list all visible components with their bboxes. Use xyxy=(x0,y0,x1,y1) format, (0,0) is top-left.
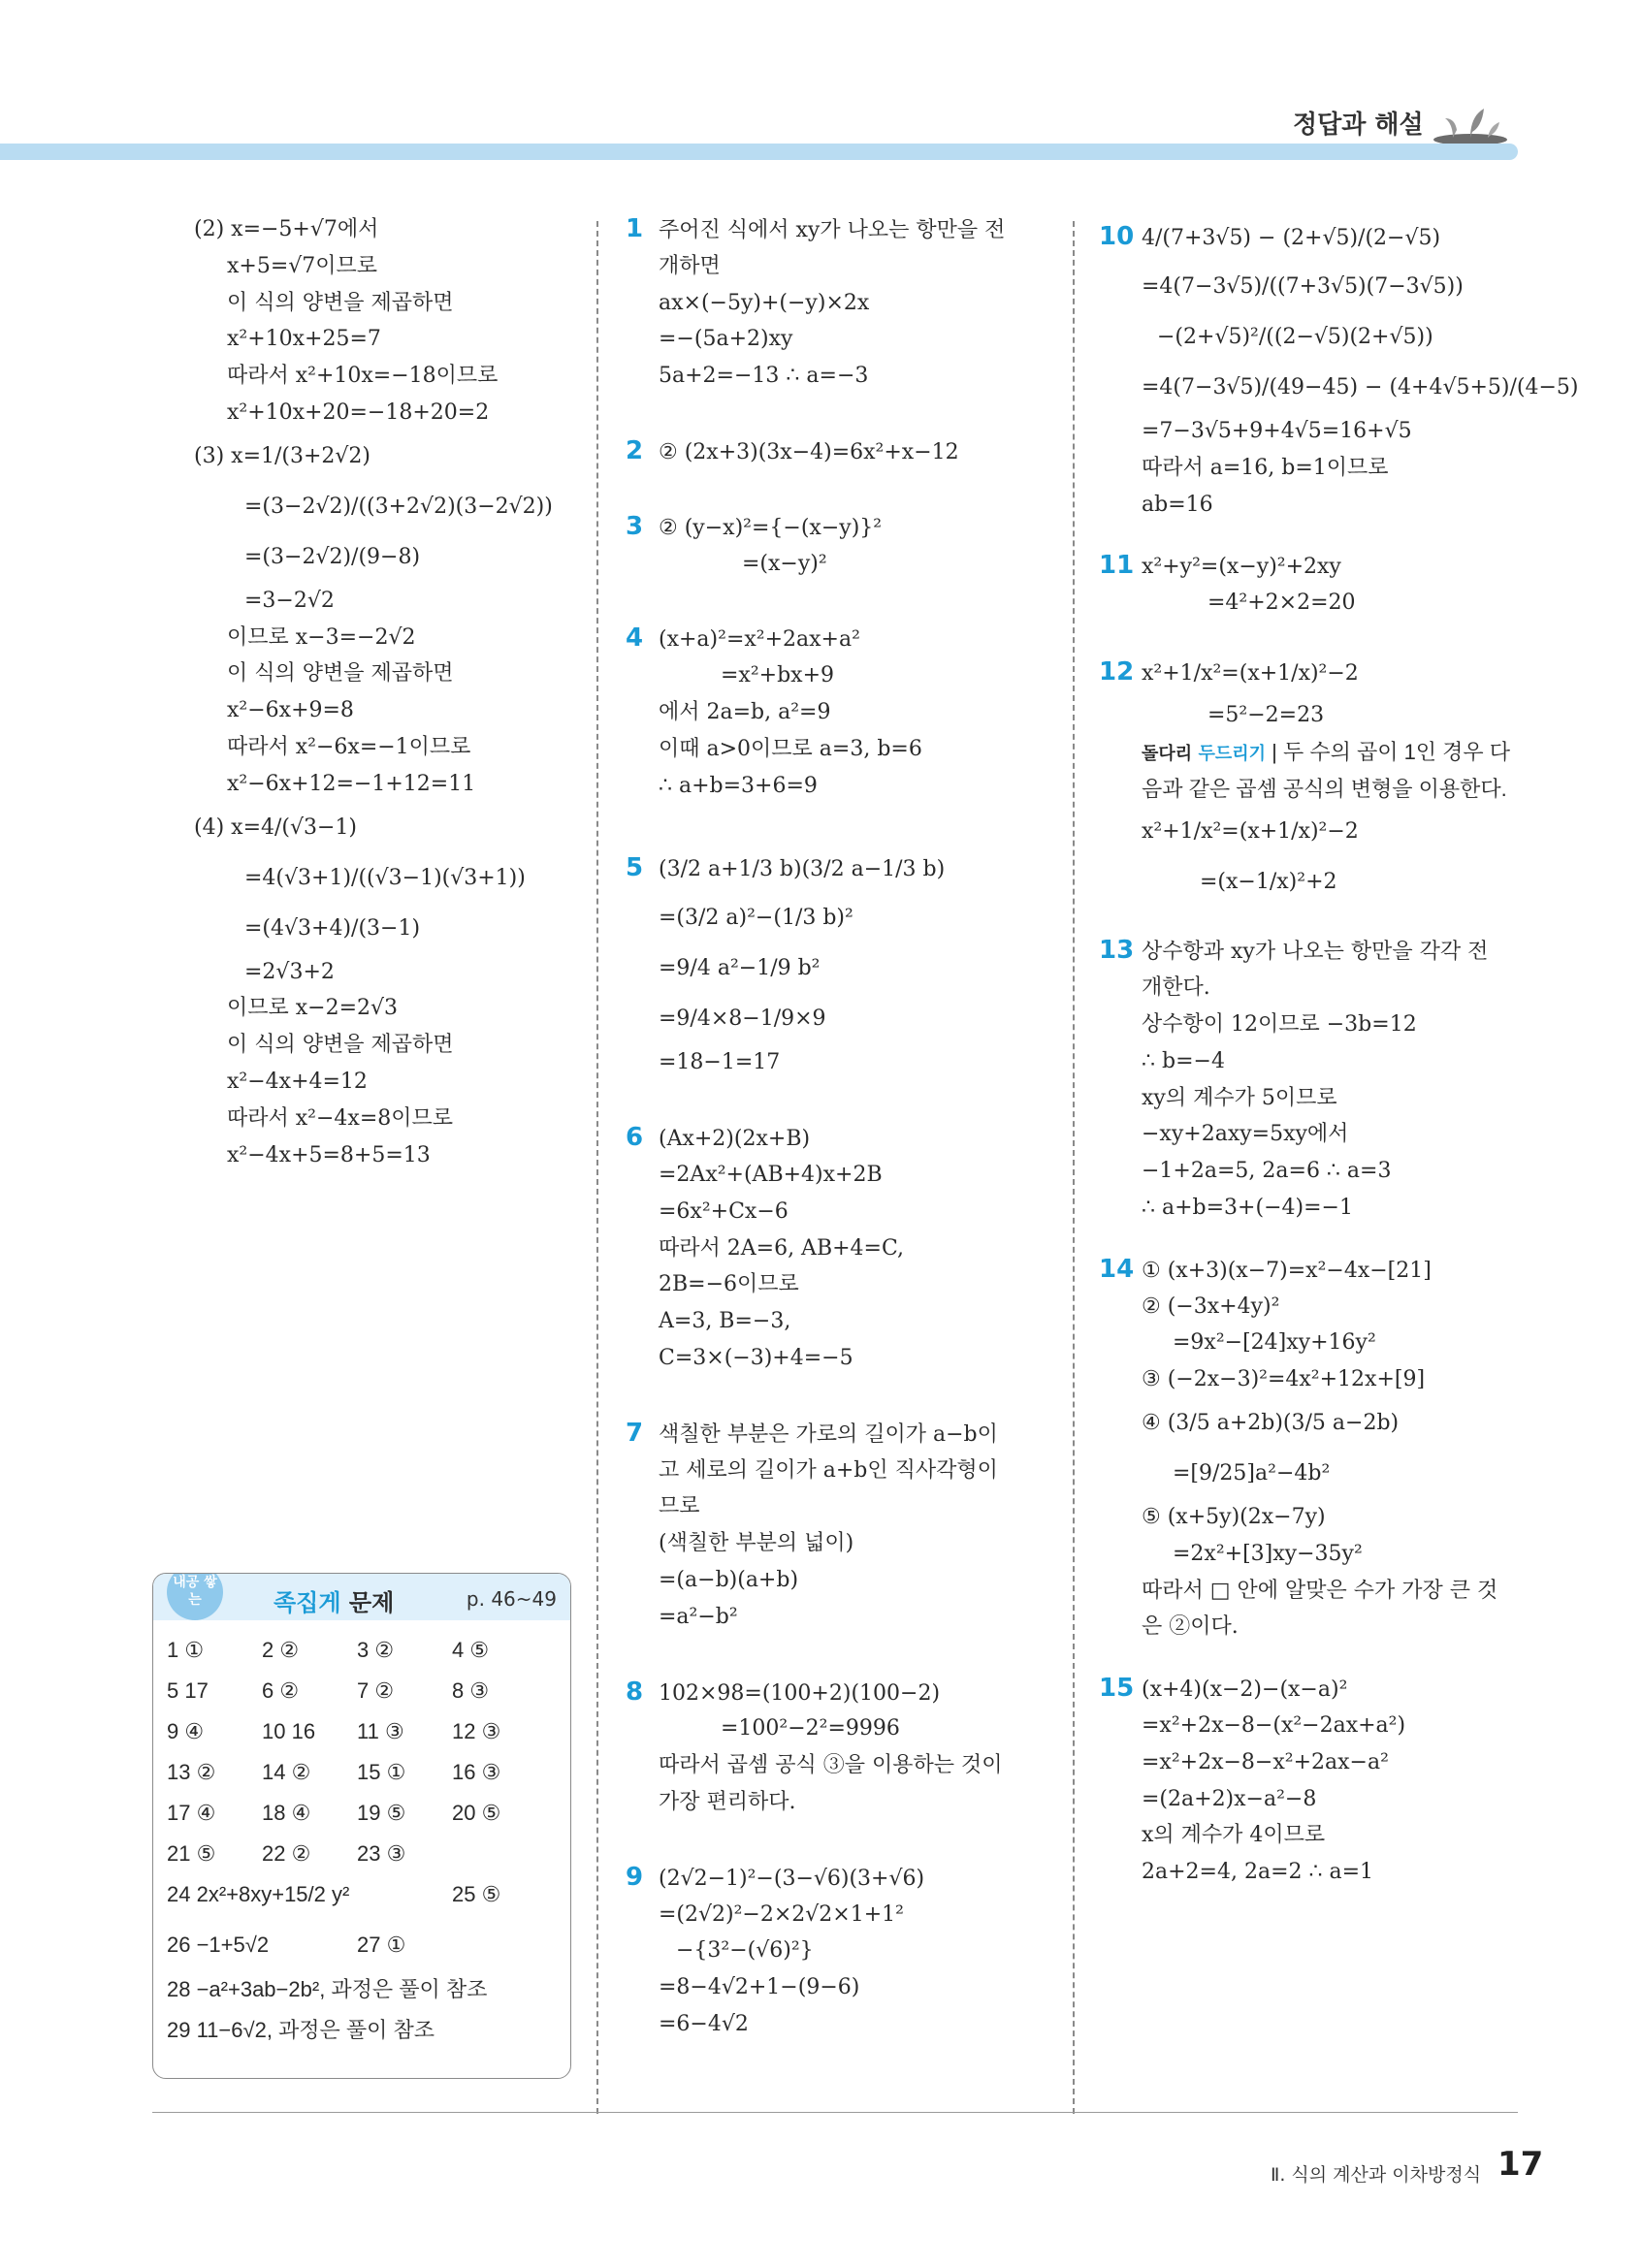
solution-line: x²+1/x²=(x+1/x)²−2 xyxy=(1142,819,1359,845)
solution-line: ⑤ (x+5y)(2x−7y) xyxy=(1142,1504,1326,1529)
solution-line: =9/4 a²−1/9 b² xyxy=(659,956,821,981)
solution-line: xy의 계수가 5이므로 xyxy=(1142,1085,1337,1110)
solution-line: =18−1=17 xyxy=(659,1050,781,1075)
solution-line: =−(5a+2)xy xyxy=(659,327,793,352)
solution-line: =4(√3+1)/((√3−1)(√3+1)) xyxy=(244,865,526,890)
solution-line: x²−4x+4=12 xyxy=(227,1069,368,1094)
solution-line: =2x²+[3]xy−35y² xyxy=(1173,1541,1363,1566)
solution-line: 이므로 x−3=−2√2 xyxy=(227,624,416,650)
answer-row xyxy=(167,2014,570,2055)
solution-line: 이때 a>0이므로 a=3, b=6 xyxy=(659,736,922,761)
solution-line: (색칠한 부분의 넓이) xyxy=(659,1531,854,1556)
answer-row xyxy=(167,1760,570,1801)
solution-line: (3) x=1/(3+2√2) xyxy=(194,443,371,468)
problem-number: 12 xyxy=(1099,656,1135,687)
solution-line: 개한다. xyxy=(1142,975,1210,1001)
solution-line: =(2a+2)x−a²−8 xyxy=(1142,1786,1317,1811)
problem-4: 4 (x+a)²=x²+2ax+a² xyxy=(626,621,1052,657)
problem-number: 6 xyxy=(626,1123,644,1153)
solution-line: −1+2a=5, 2a=6 ∴ a=3 xyxy=(1142,1159,1392,1184)
answer-row xyxy=(167,1882,570,1933)
solution-line: x의 계수가 4이므로 xyxy=(1142,1823,1326,1848)
answer-cell: 13 ② xyxy=(167,1760,216,1784)
answer-row xyxy=(167,1841,570,1882)
solution-line: 이 식의 양변을 제곱하면 xyxy=(227,661,454,687)
problem-1: 1 주어진 식에서 xy가 나오는 항만을 전 xyxy=(626,211,1052,248)
column-3 xyxy=(1099,211,1579,1891)
solution-line: ∴ a+b=3+(−4)=−1 xyxy=(1142,1195,1353,1220)
answer-key-badge: 내공 쌓는 xyxy=(167,1573,223,1620)
answer-cell: 3 ② xyxy=(357,1638,395,1662)
problem-number: 14 xyxy=(1099,1254,1135,1284)
problem-10: 10 4/(7+3√5) − (2+√5)/(2−√5) xyxy=(1099,211,1526,262)
solution-line: =4(7−3√5)/((7+3√5)(7−3√5)) xyxy=(1142,274,1464,299)
solution-line: 2a+2=4, 2a=2 ∴ a=1 xyxy=(1142,1860,1374,1885)
solution-line: −{3²−(√6)²} xyxy=(676,1938,814,1964)
solution-line: =x²+2x−8−x²+2ax−a² xyxy=(1142,1749,1389,1774)
solution-line: ④ (3/5 a+2b)(3/5 a−2b) xyxy=(1142,1410,1400,1435)
solution-line: 따라서 x²+10x=−18이므로 xyxy=(227,364,499,389)
solution-line: 따라서 a=16, b=1이므로 xyxy=(1142,455,1389,480)
solution-line: =4²+2×2=20 xyxy=(1207,591,1356,616)
solution-line: A=3, B=−3, xyxy=(659,1309,791,1334)
problem-14: 14 ① (x+3)(x−7)=x²−4x−[21] xyxy=(1099,1252,1526,1289)
solution-line: 고 세로의 길이가 a+b인 직사각형이 xyxy=(659,1457,998,1483)
answer-cell: 1 ① xyxy=(167,1638,205,1662)
solution-line: =x²+bx+9 xyxy=(721,663,835,688)
solution-line: C=3×(−3)+4=−5 xyxy=(659,1345,853,1370)
problem-11: 11 x²+y²=(x−y)²+2xy xyxy=(1099,548,1526,585)
solution-line: =2Ax²+(AB+4)x+2B xyxy=(659,1162,883,1187)
problem-number: 11 xyxy=(1099,551,1135,581)
problem-number: 7 xyxy=(626,1418,644,1448)
answer-cell: 8 ③ xyxy=(452,1678,490,1703)
solution-line: =2√3+2 xyxy=(244,959,335,984)
solution-line: 이 식의 양변을 제곱하면 xyxy=(227,290,454,315)
answer-key-header xyxy=(153,1574,570,1620)
solution-line: x+5=√7이므로 xyxy=(227,253,378,278)
sprout-icon xyxy=(1432,101,1509,145)
solution-line: =[9/25]a²−4b² xyxy=(1173,1460,1331,1485)
solution-line: 므로 xyxy=(659,1494,700,1519)
solution-line: =6−4√2 xyxy=(659,2011,749,2036)
solution-line: =7−3√5+9+4√5=16+√5 xyxy=(1142,419,1412,443)
answer-cell: 2 ② xyxy=(262,1638,300,1662)
problem-number: 13 xyxy=(1099,936,1135,966)
solution-line: =4(7−3√5)/(49−45) − (4+4√5+5)/(4−5) xyxy=(1142,375,1579,399)
solution-line: ax×(−5y)+(−y)×2x xyxy=(659,290,870,315)
answer-cell: 22 ② xyxy=(262,1841,311,1866)
solution-line: (4) x=4/(√3−1) xyxy=(194,815,358,840)
problem-2: 2 ② (2x+3)(3x−4)=6x²+x−12 xyxy=(626,433,1052,470)
tip-box: 돌다리 두드리기 | 두 수의 곱이 1인 경우 다 xyxy=(1142,739,1511,764)
solution-line: 5a+2=−13 ∴ a=−3 xyxy=(659,364,869,389)
answer-key-box xyxy=(152,1573,571,2079)
answer-cell: 18 ④ xyxy=(262,1801,311,1825)
answer-cell: 12 ③ xyxy=(452,1719,501,1743)
solution-line: =(a−b)(a+b) xyxy=(659,1567,799,1592)
solution-line: x²−6x+9=8 xyxy=(227,698,354,723)
solution-line: =6x²+Cx−6 xyxy=(659,1198,789,1224)
answer-row xyxy=(167,1678,570,1719)
answer-cell: 11 ③ xyxy=(357,1719,404,1743)
solution-line: =a²−b² xyxy=(659,1604,738,1629)
problem-number: 4 xyxy=(626,623,644,654)
solution-line: =(3−2√2)/(9−8) xyxy=(244,544,421,569)
solution-line: =5²−2=23 xyxy=(1207,702,1325,727)
answer-cell: 16 ③ xyxy=(452,1760,501,1784)
solution-line: 개하면 xyxy=(659,253,721,278)
answer-cell: 28 −a²+3ab−2b², 과정은 풀이 참조 xyxy=(167,1977,488,2001)
answer-key-title: 족집게 문제 xyxy=(274,1589,395,1616)
header-bar xyxy=(0,144,1518,160)
answer-cell: 14 ② xyxy=(262,1760,311,1784)
solution-line: =9/4×8−1/9×9 xyxy=(659,1006,826,1032)
solution-line: ab=16 xyxy=(1142,492,1213,517)
solution-line: 가장 편리하다. xyxy=(659,1789,796,1814)
page-number: 17 xyxy=(1497,2145,1544,2184)
header-title: 정답과 해설 xyxy=(1293,111,1424,140)
answer-cell: 25 ⑤ xyxy=(452,1882,501,1906)
answer-cell: 15 ① xyxy=(357,1760,406,1784)
answer-row xyxy=(167,1638,570,1678)
problem-number: 3 xyxy=(626,511,644,541)
solution-line: =8−4√2+1−(9−6) xyxy=(659,1975,860,2000)
problem-number: 15 xyxy=(1099,1674,1135,1704)
problem-number: 9 xyxy=(626,1862,644,1892)
answer-cell: 9 ④ xyxy=(167,1719,205,1743)
problem-9: 9 (2√2−1)²−(3−√6)(3+√6) xyxy=(626,1860,1052,1897)
solution-line: ∴ b=−4 xyxy=(1142,1048,1225,1073)
solution-line: ∴ a+b=3+6=9 xyxy=(659,773,818,798)
problem-number: 2 xyxy=(626,435,644,465)
answer-cell: 5 17 xyxy=(167,1678,209,1703)
problem-3: 3 ② (y−x)²={−(x−y)}² xyxy=(626,509,1052,546)
answer-cell: 10 16 xyxy=(262,1719,316,1743)
answer-key-pages: p. 46~49 xyxy=(466,1587,557,1611)
column-divider xyxy=(1073,221,1075,2114)
column-1 xyxy=(194,211,582,1173)
answer-cell: 6 ② xyxy=(262,1678,300,1703)
solution-line: −xy+2axy=5xy에서 xyxy=(1142,1122,1349,1147)
answer-cell: 19 ⑤ xyxy=(357,1801,406,1825)
problem-number: 10 xyxy=(1099,222,1135,251)
solution-line: 따라서 □ 안에 알맞은 수가 가장 큰 것 xyxy=(1142,1578,1498,1603)
solution-line: 이 식의 양변을 제곱하면 xyxy=(227,1033,454,1058)
problem-12: 12 x²+1/x²=(x+1/x)²−2 xyxy=(1099,647,1526,697)
solution-line: =(2√2)²−2×2√2×1+1² xyxy=(659,1901,904,1927)
answer-key-grid xyxy=(153,1620,570,2055)
answer-cell: 20 ⑤ xyxy=(452,1801,501,1825)
solution-line: −(2+√5)²/((2−√5)(2+√5)) xyxy=(1157,325,1433,349)
answer-row xyxy=(167,1719,570,1760)
column-divider xyxy=(596,221,598,2114)
problem-6: 6 (Ax+2)(2x+B) xyxy=(626,1120,1052,1157)
solution-line: 따라서 x²−4x=8이므로 xyxy=(227,1105,454,1131)
solution-line: 은 ②이다. xyxy=(1142,1614,1239,1640)
answer-row xyxy=(167,1973,570,2014)
solution-line: x²−4x+5=8+5=13 xyxy=(227,1142,431,1167)
solution-line: 따라서 2A=6, AB+4=C, xyxy=(659,1235,905,1261)
problem-number: 1 xyxy=(626,214,644,243)
tip-text: 음과 같은 곱셈 공식의 변형을 이용한다. xyxy=(1142,776,1507,801)
solution-line: =3−2√2 xyxy=(244,588,335,613)
problem-number: 8 xyxy=(626,1677,644,1707)
column-2 xyxy=(626,211,1052,2043)
solution-line: 이므로 x−2=2√3 xyxy=(227,996,399,1021)
problem-7: 7 색칠한 부분은 가로의 길이가 a−b이 xyxy=(626,1416,1052,1453)
solution-line: =(3/2 a)²−(1/3 b)² xyxy=(659,906,853,931)
solution-line: =(x−1/x)²+2 xyxy=(1200,870,1337,895)
solution-line: =(3−2√2)/((3+2√2)(3−2√2)) xyxy=(244,494,553,519)
problem-13: 13 상수항과 xy가 나오는 항만을 각각 전 xyxy=(1099,933,1526,970)
solution-line: =x²+2x−8−(x²−2ax+a²) xyxy=(1142,1712,1406,1738)
answer-cell: 29 11−6√2, 과정은 풀이 참조 xyxy=(167,2018,435,2042)
answer-cell: 24 2x²+8xy+15/2 y² xyxy=(167,1882,350,1906)
solution-line: ③ (−2x−3)²=4x²+12x+[9] xyxy=(1142,1367,1426,1392)
solution-line: =9x²−[24]xy+16y² xyxy=(1173,1330,1376,1356)
solution-line: x²+10x+25=7 xyxy=(227,327,381,352)
footer-divider xyxy=(152,2112,1518,2113)
answer-cell: 17 ④ xyxy=(167,1801,216,1825)
solution-line: =(4√3+4)/(3−1) xyxy=(244,915,421,941)
answer-cell: 26 −1+5√2 xyxy=(167,1933,270,1957)
solution-line: 2B=−6이므로 xyxy=(659,1272,799,1297)
solution-line: 따라서 x²−6x=−1이므로 xyxy=(227,734,471,759)
answer-cell: 27 ① xyxy=(357,1933,406,1957)
solution-line: 에서 2a=b, a²=9 xyxy=(659,699,831,724)
answer-cell: 4 ⑤ xyxy=(452,1638,490,1662)
problem-number: 5 xyxy=(626,853,644,883)
problem-15: 15 (x+4)(x−2)−(x−a)² xyxy=(1099,1671,1526,1708)
footer-section: Ⅱ. 식의 계산과 이차방정식 xyxy=(1271,2164,1482,2186)
solution-line: x²−6x+12=−1+12=11 xyxy=(227,771,476,796)
solution-line: (2) x=−5+√7에서 xyxy=(194,217,379,241)
answer-row xyxy=(167,1933,570,1973)
answer-cell: 7 ② xyxy=(357,1678,395,1703)
solution-line: =100²−2²=9996 xyxy=(721,1716,900,1741)
tip-tag: 돌다리 두드리기 xyxy=(1142,743,1267,764)
solution-line: 따라서 곱셈 공식 ③을 이용하는 것이 xyxy=(659,1753,1003,1778)
answer-cell: 21 ⑤ xyxy=(167,1841,216,1866)
answer-cell: 23 ③ xyxy=(357,1841,406,1866)
solution-line: =(x−y)² xyxy=(742,551,827,576)
answer-row xyxy=(167,1801,570,1841)
solution-line: x²+10x+20=−18+20=2 xyxy=(227,399,490,425)
problem-5: 5 (3/2 a+1/3 b)(3/2 a−1/3 b) xyxy=(626,843,1052,893)
solution-line: ② (−3x+4y)² xyxy=(1142,1294,1280,1319)
problem-8: 8 102×98=(100+2)(100−2) xyxy=(626,1675,1052,1711)
solution-line: 상수항이 12이므로 −3b=12 xyxy=(1142,1011,1417,1037)
